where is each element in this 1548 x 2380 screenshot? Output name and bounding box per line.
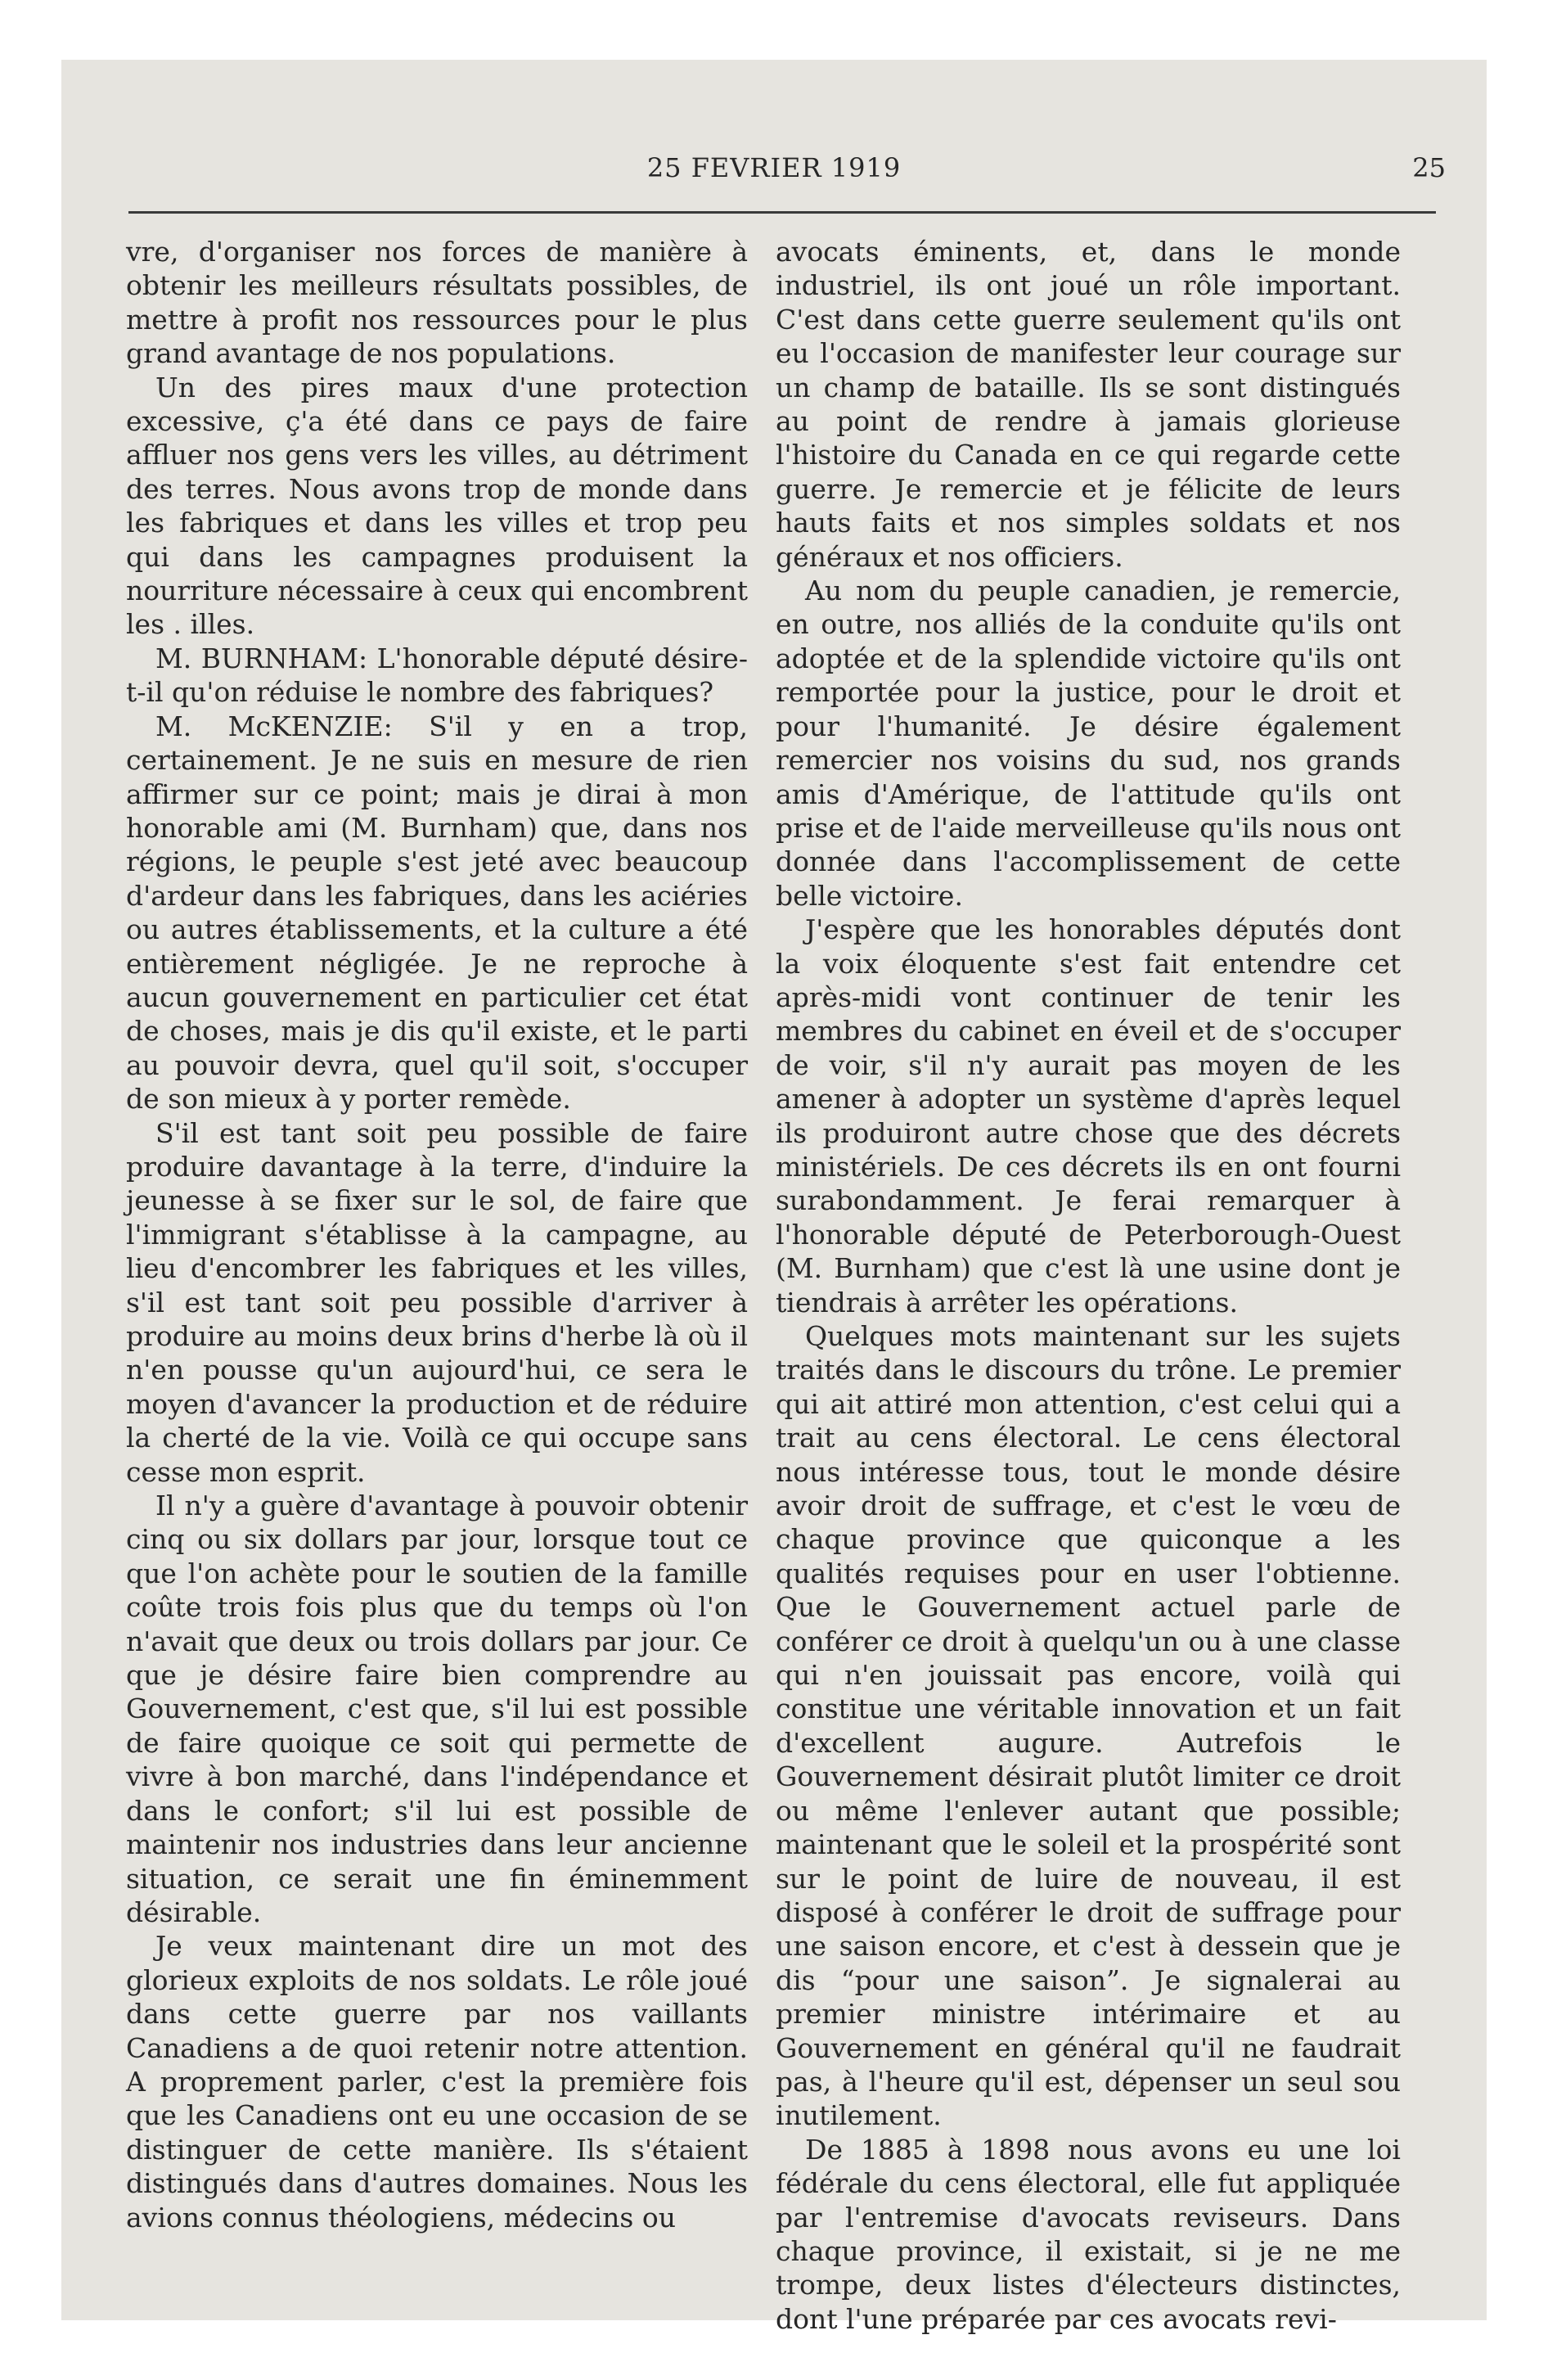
paragraph: Je veux maintenant dire un mot des glorieux exploits de nos soldats. Le rôle joué dans cette guerre par nos vaillants Canadiens a de quoi retenir notre attention. A proprement parler, c'est la première fois que les Canadiens ont eu une occasion de se distinguer de cette manière. Ils s'étaient distingués dans d'autres domaines. Nous les avions connus théologiens, médecins ou	[126, 1930, 748, 2234]
paragraph: vre, d'organiser nos forces de manière à obtenir les meilleurs résultats possibles, de mettre à profit nos ressources pour le plus grand avantage de nos populations.	[126, 236, 748, 370]
paragraph: De 1885 à 1898 nous avons eu une loi fédérale du cens électoral, elle fut appliquée par l'entremise d'avocats reviseurs. Dans chaque province, il existait, si je ne me trompe, deux listes d'électeurs distinctes, dont l'une préparée par ces avocats revi-	[776, 2133, 1401, 2335]
page-number: 25	[1412, 152, 1446, 183]
paragraph: M. McKENZIE: S'il y en a trop, certainement. Je ne suis en mesure de rien affirmer sur ce point; mais je dirai à mon honorable ami (M. Burnham) que, dans nos régions, le peuple s'est jeté avec beaucoup d'ardeur dans les fabriques, dans les aciéries ou autres établissements, et la culture a été entièrement négligée. Je ne reproche à aucun gouvernement en particulier cet état de choses, mais je dis qu'il existe, et le parti au pouvoir devra, quel qu'il soit, s'occuper de son mieux à y porter remède.	[126, 710, 748, 1116]
header-rule	[128, 211, 1436, 214]
paragraph: Quelques mots maintenant sur les sujets traités dans le discours du trône. Le premier qui ait attiré mon attention, c'est celui qui a trait au cens électoral. Le cens électoral nous intéresse tous, tout le monde désire avoir droit de suffrage, et c'est le vœu de chaque province que quiconque a les qualités requises pour en user l'obtienne. Que le Gouvernement actuel parle de conférer ce droit à quelqu'un ou à une classe qui n'en jouissait pas encore, voilà qui constitue une véritable innovation et un fait d'excellent augure. Autrefois le Gouvernement désirait plutôt limiter ce droit ou même l'enlever autant que possible; maintenant que le soleil et la prospérité sont sur le point de luire de nouveau, il est disposé à conférer le droit de suffrage pour une saison encore, et c'est à dessein que je dis “pour une saison”. Je signalerai au premier ministre intérimaire et au Gouvernement en général qu'il ne faudrait pas, à l'heure qu'il est, dépenser un seul sou inutilement.	[776, 1320, 1401, 2132]
paragraph: J'espère que les honorables députés dont la voix éloquente s'est fait entendre cet après-midi vont continuer de tenir les membres du cabinet en éveil et de s'occuper de voir, s'il n'y aurait pas moyen de les amener à adopter un système d'après lequel ils produiront autre chose que des décrets ministériels. De ces décrets ils en ont fourni surabondamment. Je ferai remarquer à l'honorable député de Peterborough-Ouest (M. Burnham) que c'est là une usine dont je tiendrais à arrêter les opérations.	[776, 913, 1401, 1318]
header-date-title: 25 FEVRIER 1919	[646, 152, 902, 183]
scanned-page	[61, 60, 1487, 2335]
running-header	[61, 151, 1487, 184]
left-column	[126, 235, 748, 2234]
paragraph: Au nom du peuple canadien, je remercie, en outre, nos alliés de la conduite qu'ils ont adoptée et de la splendide victoire qu'ils ont remportée pour la justice, pour le droit et pour l'humanité. Je désire également remercier nos voisins du sud, nos grands amis d'Amérique, de l'attitude qu'ils ont prise et de l'aide merveilleuse qu'ils nous ont donnée dans l'accomplissement de cette belle victoire.	[776, 575, 1401, 912]
paragraph: avocats éminents, et, dans le monde industriel, ils ont joué un rôle important. C'est dans cette guerre seulement qu'ils ont eu l'occasion de manifester leur courage sur un champ de bataille. Ils se sont distingués au point de rendre à jamais glorieuse l'histoire du Canada en ce qui regarde cette guerre. Je remercie et je félicite de leurs hauts faits et nos simples soldats et nos généraux et nos officiers.	[776, 236, 1401, 573]
paragraph: Il n'y a guère d'avantage à pouvoir obtenir cinq ou six dollars par jour, lorsque tout ce que l'on achète pour le soutien de la famille coûte trois fois plus que du temps où l'on n'avait que deux ou trois dollars par jour. Ce que je désire faire bien comprendre au Gouvernement, c'est que, s'il lui est possible de faire quoique ce soit qui permette de vivre à bon marché, dans l'indépendance et dans le confort; s'il lui est possible de maintenir nos industries dans leur ancienne situation, ce serait une fin éminemment désirable.	[126, 1490, 748, 1928]
paragraph: S'il est tant soit peu possible de faire produire davantage à la terre, d'induire la jeunesse à se fixer sur le sol, de faire que l'immigrant s'établisse à la campagne, au lieu d'encombrer les fabriques et les villes, s'il est tant soit peu possible d'arriver à produire au moins deux brins d'herbe là où il n'en pousse qu'un aujourd'hui, ce sera le moyen d'avancer la production et de réduire la cherté de la vie. Voilà ce qui occupe sans cesse mon esprit.	[126, 1116, 748, 1488]
paragraph: M. BURNHAM: L'honorable député désire-t-il qu'on réduise le nombre des fabriques?	[126, 642, 748, 709]
paragraph: Un des pires maux d'une protection excessive, ç'a été dans ce pays de faire affluer nos gens vers les villes, au détriment des terres. Nous avons trop de monde dans les fabriques et dans les villes et trop peu qui dans les campagnes produisent la nourriture nécessaire à ceux qui encombrent les . illes.	[126, 371, 748, 641]
right-column	[776, 235, 1401, 2336]
